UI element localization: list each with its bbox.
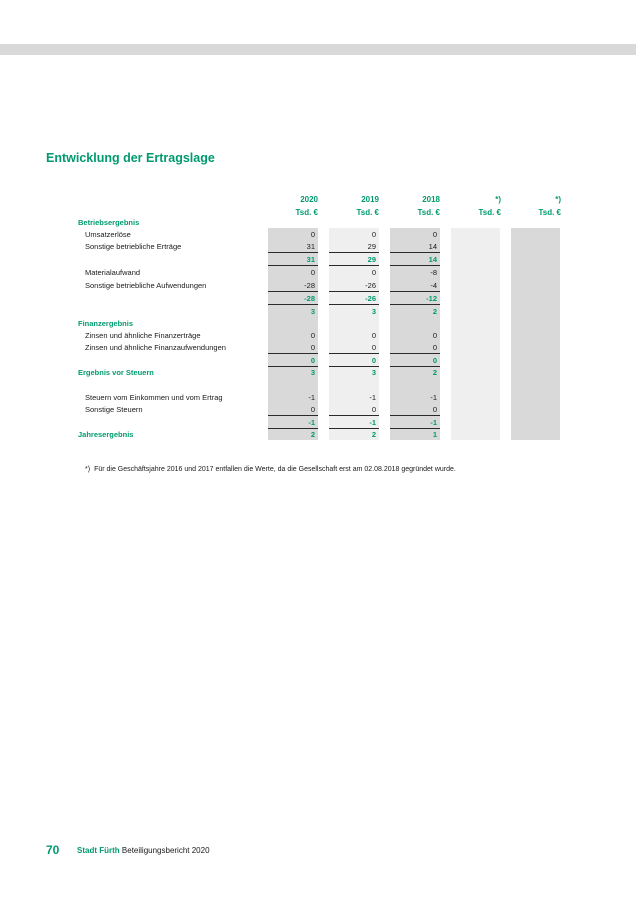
cell-value: 0 [390,341,440,354]
column-year: *) [555,195,561,204]
cell-value: -26 [329,279,379,292]
cell-value: 2 [371,430,376,439]
table-row [0,266,636,279]
cell-value: 0 [310,331,315,340]
footnote-text: Für die Geschäftsjahre 2016 und 2017 entfallen die Werte, da die Gesellschaft erst am 02.08.2018 gegründet wurde. [94,466,456,473]
top-band [0,44,636,55]
cell-value: 29 [329,240,379,253]
section-title: Entwicklung der Ertragslage [46,151,215,165]
row-label: Zinsen und ähnliche Finanzaufwendungen [85,343,226,352]
row-label: Materialaufwand [85,268,141,277]
column-unit: Tsd. € [356,208,379,217]
subtotal-row [0,416,636,429]
row-label: Zinsen und ähnliche Finanzerträge [85,331,201,340]
column-unit: Tsd. € [538,208,561,217]
cell-value: 0 [371,230,376,239]
row-label: Sonstige Steuern [85,405,143,414]
table-row [0,228,636,241]
row-label: Finanzergebnis [78,319,134,328]
total-row [0,305,636,318]
cell-value: 0 [371,268,376,277]
cell-value: 29 [329,253,379,266]
cell-value: -12 [390,292,440,305]
cell-value: 31 [268,240,318,253]
table-row [0,329,636,342]
cell-value: 3 [371,307,376,316]
cell-value: 3 [310,368,315,377]
cell-value: 2 [310,430,315,439]
column-unit: Tsd. € [417,208,440,217]
table-row [0,317,636,330]
cell-value: -1 [369,393,376,402]
cell-value: 14 [390,253,440,266]
cell-value: 0 [432,230,437,239]
cell-value: 0 [390,354,440,367]
row-label: Steuern vom Einkommen und vom Ertrag [85,393,223,402]
total-row [0,366,636,379]
cell-value: -1 [329,416,379,429]
row-label: Sonstige betriebliche Aufwendungen [85,281,207,290]
row-label: Jahresergebnis [78,430,134,439]
cell-value: 0 [268,403,318,416]
cell-value: 14 [390,240,440,253]
row-label: Betriebsergebnis [78,218,140,227]
cell-value: 0 [432,331,437,340]
footnote-mark: *) [85,466,91,473]
cell-value: -1 [430,393,437,402]
cell-value: 3 [371,368,376,377]
table-row [0,240,636,253]
cell-value: 0 [329,354,379,367]
table-row [0,403,636,416]
cell-value: -4 [390,279,440,292]
cell-value: -1 [308,393,315,402]
table-row [0,391,636,404]
cell-value: -26 [329,292,379,305]
page-number: 70 [46,843,60,857]
column-unit: Tsd. € [295,208,318,217]
table-row [0,216,636,229]
row-label: Ergebnis vor Steuern [78,368,154,377]
subtotal-row [0,354,636,367]
table-row [0,279,636,292]
footer-brand: Stadt Fürth [77,846,120,855]
cell-value: 0 [310,230,315,239]
cell-value: 0 [329,341,379,354]
column-unit: Tsd. € [478,208,501,217]
cell-value: 0 [390,403,440,416]
cell-value: 0 [268,341,318,354]
cell-value: -28 [268,292,318,305]
row-label: Sonstige betriebliche Erträge [85,242,182,251]
cell-value: 0 [310,268,315,277]
cell-value: -1 [268,416,318,429]
cell-value: 0 [268,354,318,367]
subtotal-row [0,292,636,305]
column-year: 2020 [300,195,318,204]
total-row [0,428,636,441]
cell-value: 31 [268,253,318,266]
column-year: *) [495,195,501,204]
cell-value: 2 [432,307,437,316]
column-year: 2019 [361,195,379,204]
cell-value: -8 [430,268,437,277]
cell-value: 1 [432,430,437,439]
row-label: Umsatzerlöse [85,230,131,239]
cell-value: -1 [390,416,440,429]
cell-value: 0 [371,331,376,340]
table-row [0,341,636,354]
column-year: 2018 [422,195,440,204]
cell-value: 0 [329,403,379,416]
footnote [85,466,456,473]
cell-value: -28 [268,279,318,292]
footer-report: Beteiligungsbericht 2020 [121,846,210,855]
subtotal-row [0,253,636,266]
footer [77,846,210,855]
cell-value: 2 [432,368,437,377]
cell-value: 3 [310,307,315,316]
